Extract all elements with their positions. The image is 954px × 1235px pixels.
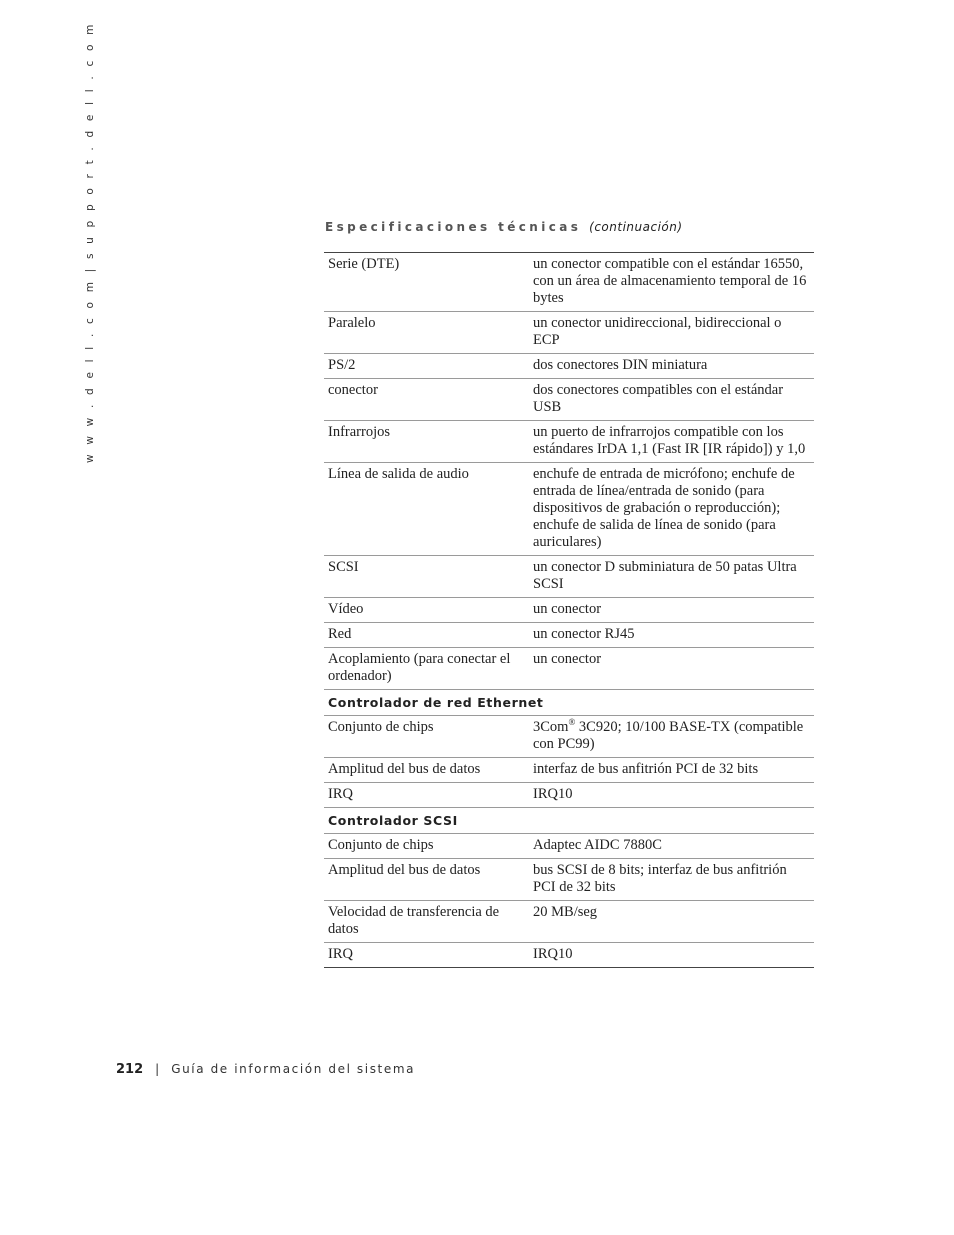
row-value: 20 MB/seg (533, 904, 598, 920)
table-row (324, 598, 814, 623)
row-value: un conector (533, 601, 602, 617)
table-row (324, 312, 814, 354)
table-row (324, 758, 814, 783)
section-title: Controlador SCSI (328, 813, 458, 828)
row-value: un conector D subminiatura de 50 patas Ultra SCSI (533, 559, 797, 592)
row-label: PS/2 (328, 357, 356, 373)
table-row (324, 379, 814, 421)
row-label: IRQ (328, 786, 353, 802)
table-row (324, 943, 814, 968)
row-label: IRQ (328, 946, 353, 962)
row-value (529, 716, 814, 758)
table-heading-title: Especificaciones técnicas (325, 220, 582, 234)
table-row (324, 253, 814, 312)
chipset-brand: 3Com (533, 719, 569, 735)
row-value: dos conectores compatibles con el estándar USB (533, 382, 784, 415)
row-label: conector (328, 382, 378, 398)
table-row (324, 859, 814, 901)
row-value: enchufe de entrada de micrófono; enchufe de entrada de línea/entrada de sonido (para dispositivos de grabación o reproducción); enchufe de salida de línea de sonido (para auriculares) (533, 466, 795, 550)
row-label: Velocidad de transferencia de datos (328, 904, 500, 937)
row-label: Conjunto de chips (328, 719, 434, 735)
row-label: Infrarrojos (328, 424, 391, 440)
side-url-text: w w w . d e l l . c o m | s u p p o r t . d e l l . c o m (84, 21, 96, 463)
row-value: interfaz de bus anfitrión PCI de 32 bits (533, 761, 759, 777)
row-label: Conjunto de chips (328, 837, 434, 853)
section-header-scsi (324, 808, 814, 834)
footer-separator: | (155, 1062, 160, 1076)
section-header-ethernet (324, 690, 814, 716)
row-label: Amplitud del bus de datos (328, 761, 481, 777)
row-label: Serie (DTE) (328, 256, 400, 272)
row-label: Acoplamiento (para conectar el ordenador) (328, 651, 511, 684)
row-label: Vídeo (328, 601, 364, 617)
row-value: dos conectores DIN miniatura (533, 357, 708, 373)
spec-table (324, 252, 814, 968)
row-value: un conector unidireccional, bidireccional o ECP (533, 315, 782, 348)
table-row (324, 354, 814, 379)
row-value: un conector RJ45 (533, 626, 635, 642)
table-row (324, 716, 814, 758)
row-label: Línea de salida de audio (328, 466, 469, 482)
footer-title: Guía de información del sistema (171, 1062, 416, 1076)
row-value: Adaptec AIDC 7880C (533, 837, 662, 853)
table-row (324, 834, 814, 859)
row-value: IRQ10 (533, 946, 573, 962)
page-number: 212 (116, 1062, 144, 1077)
row-label: Paralelo (328, 315, 376, 331)
row-value: un conector (533, 651, 602, 667)
table-row (324, 556, 814, 598)
table-row (324, 901, 814, 943)
section-title: Controlador de red Ethernet (328, 695, 544, 710)
row-label: Amplitud del bus de datos (328, 862, 481, 878)
table-row (324, 783, 814, 808)
table-row (324, 421, 814, 463)
row-value: bus SCSI de 8 bits; interfaz de bus anfitrión PCI de 32 bits (533, 862, 787, 895)
table-row (324, 623, 814, 648)
row-value: un puerto de infrarrojos compatible con los estándares IrDA 1,1 (Fast IR [IR rápido]) y 1,0 (533, 424, 806, 457)
table-heading-continuation: (continuación) (589, 220, 683, 234)
table-heading (325, 220, 683, 234)
row-label: Red (328, 626, 352, 642)
table-row (324, 648, 814, 690)
row-value: un conector compatible con el estándar 16550, con un área de almacenamiento temporal de 16 bytes (533, 256, 807, 306)
table-row (324, 463, 814, 556)
row-label: SCSI (328, 559, 359, 575)
registered-mark: ® (568, 717, 576, 728)
row-value: IRQ10 (533, 786, 573, 802)
chipset-detail: 3C920; 10/100 BASE-TX (compatible con PC99) (533, 719, 804, 752)
page-footer (116, 1062, 415, 1077)
